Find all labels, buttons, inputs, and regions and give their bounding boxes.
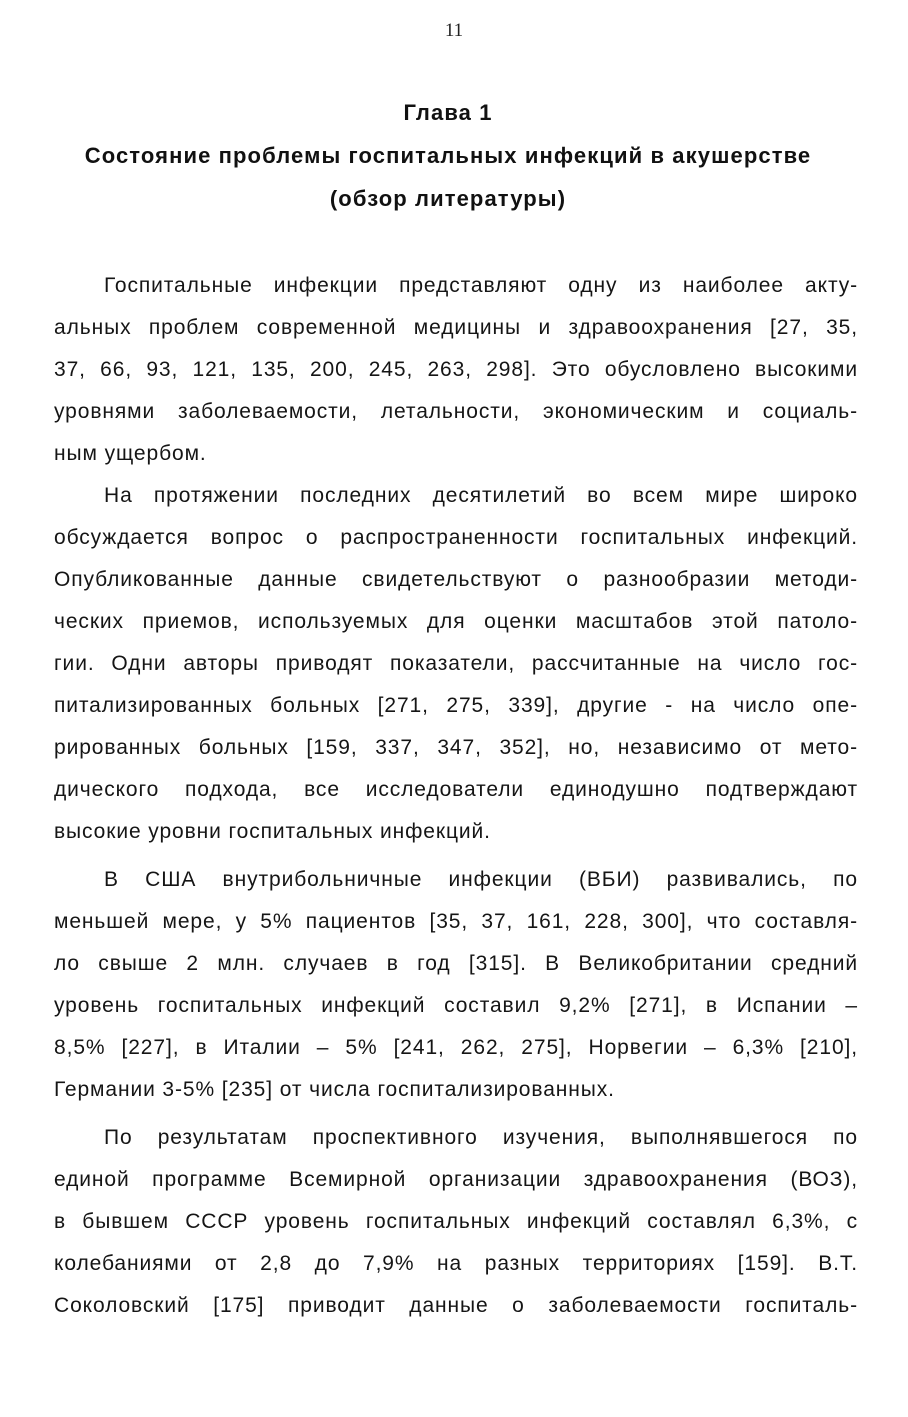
text-line: уровнями заболеваемости, летальности, экономическим и социаль- bbox=[54, 400, 858, 423]
text-line: В США внутрибольничные инфекции (ВБИ) развивались, по bbox=[104, 868, 858, 891]
paragraph-4 bbox=[54, 1117, 858, 1327]
text-line: Опубликованные данные свидетельствуют о разнообразии методи- bbox=[54, 568, 858, 591]
paragraph-1 bbox=[54, 265, 858, 475]
text-line: Германии 3-5% [235] от числа госпитализированных. bbox=[54, 1078, 615, 1101]
text-line: 8,5% [227], в Италии – 5% [241, 262, 275], Норвегии – 6,3% [210], bbox=[54, 1036, 858, 1059]
text-line: питализированных больных [271, 275, 339], другие - на число опе- bbox=[54, 694, 858, 717]
text-line: рированных больных [159, 337, 347, 352], но, независимо от мето- bbox=[54, 736, 858, 759]
text-line: По результатам проспективного изучения, выполнявшегося по bbox=[104, 1126, 858, 1149]
text-line: 37, 66, 93, 121, 135, 200, 245, 263, 298]. Это обусловлено высокими bbox=[54, 358, 858, 381]
text-line: уровень госпитальных инфекций составил 9,2% [271], в Испании – bbox=[54, 994, 858, 1017]
chapter-title: Состояние проблемы госпитальных инфекций в акушерстве bbox=[84, 143, 812, 168]
text-line: гии. Одни авторы приводят показатели, рассчитанные на число гос- bbox=[54, 652, 858, 675]
paragraph-2 bbox=[54, 475, 858, 853]
text-line: ческих приемов, используемых для оценки масштабов этой патоло- bbox=[54, 610, 858, 633]
text-line: меньшей мере, у 5% пациентов [35, 37, 161, 228, 300], что составля- bbox=[54, 910, 858, 933]
text-line: высокие уровни госпитальных инфекций. bbox=[54, 820, 491, 843]
text-line: единой программе Всемирной организации здравоохранения (ВОЗ), bbox=[54, 1168, 858, 1191]
text-line: ло свыше 2 млн. случаев в год [315]. В Великобритании средний bbox=[54, 952, 858, 975]
paragraph-3 bbox=[54, 859, 858, 1111]
text-line: Соколовский [175] приводит данные о заболеваемости госпиталь- bbox=[54, 1294, 858, 1317]
text-line: в бывшем СССР уровень госпитальных инфекций составлял 6,3%, с bbox=[54, 1210, 858, 1233]
text-line: Госпитальные инфекции представляют одну из наиболее акту- bbox=[104, 274, 858, 297]
text-line: На протяжении последних десятилетий во всем мире широко bbox=[104, 484, 858, 507]
text-line: альных проблем современной медицины и здравоохранения [27, 35, bbox=[54, 316, 858, 339]
body-text bbox=[54, 265, 858, 1327]
chapter-subtitle: (обзор литературы) bbox=[329, 186, 567, 211]
chapter-label: Глава 1 bbox=[403, 100, 493, 125]
page-number: 11 bbox=[444, 20, 464, 41]
text-line: ным ущербом. bbox=[54, 442, 207, 465]
text-line: колебаниями от 2,8 до 7,9% на разных территориях [159]. В.Т. bbox=[54, 1252, 858, 1275]
text-line: обсуждается вопрос о распространенности госпитальных инфекций. bbox=[54, 526, 858, 549]
text-line: дического подхода, все исследователи единодушно подтверждают bbox=[54, 778, 858, 801]
